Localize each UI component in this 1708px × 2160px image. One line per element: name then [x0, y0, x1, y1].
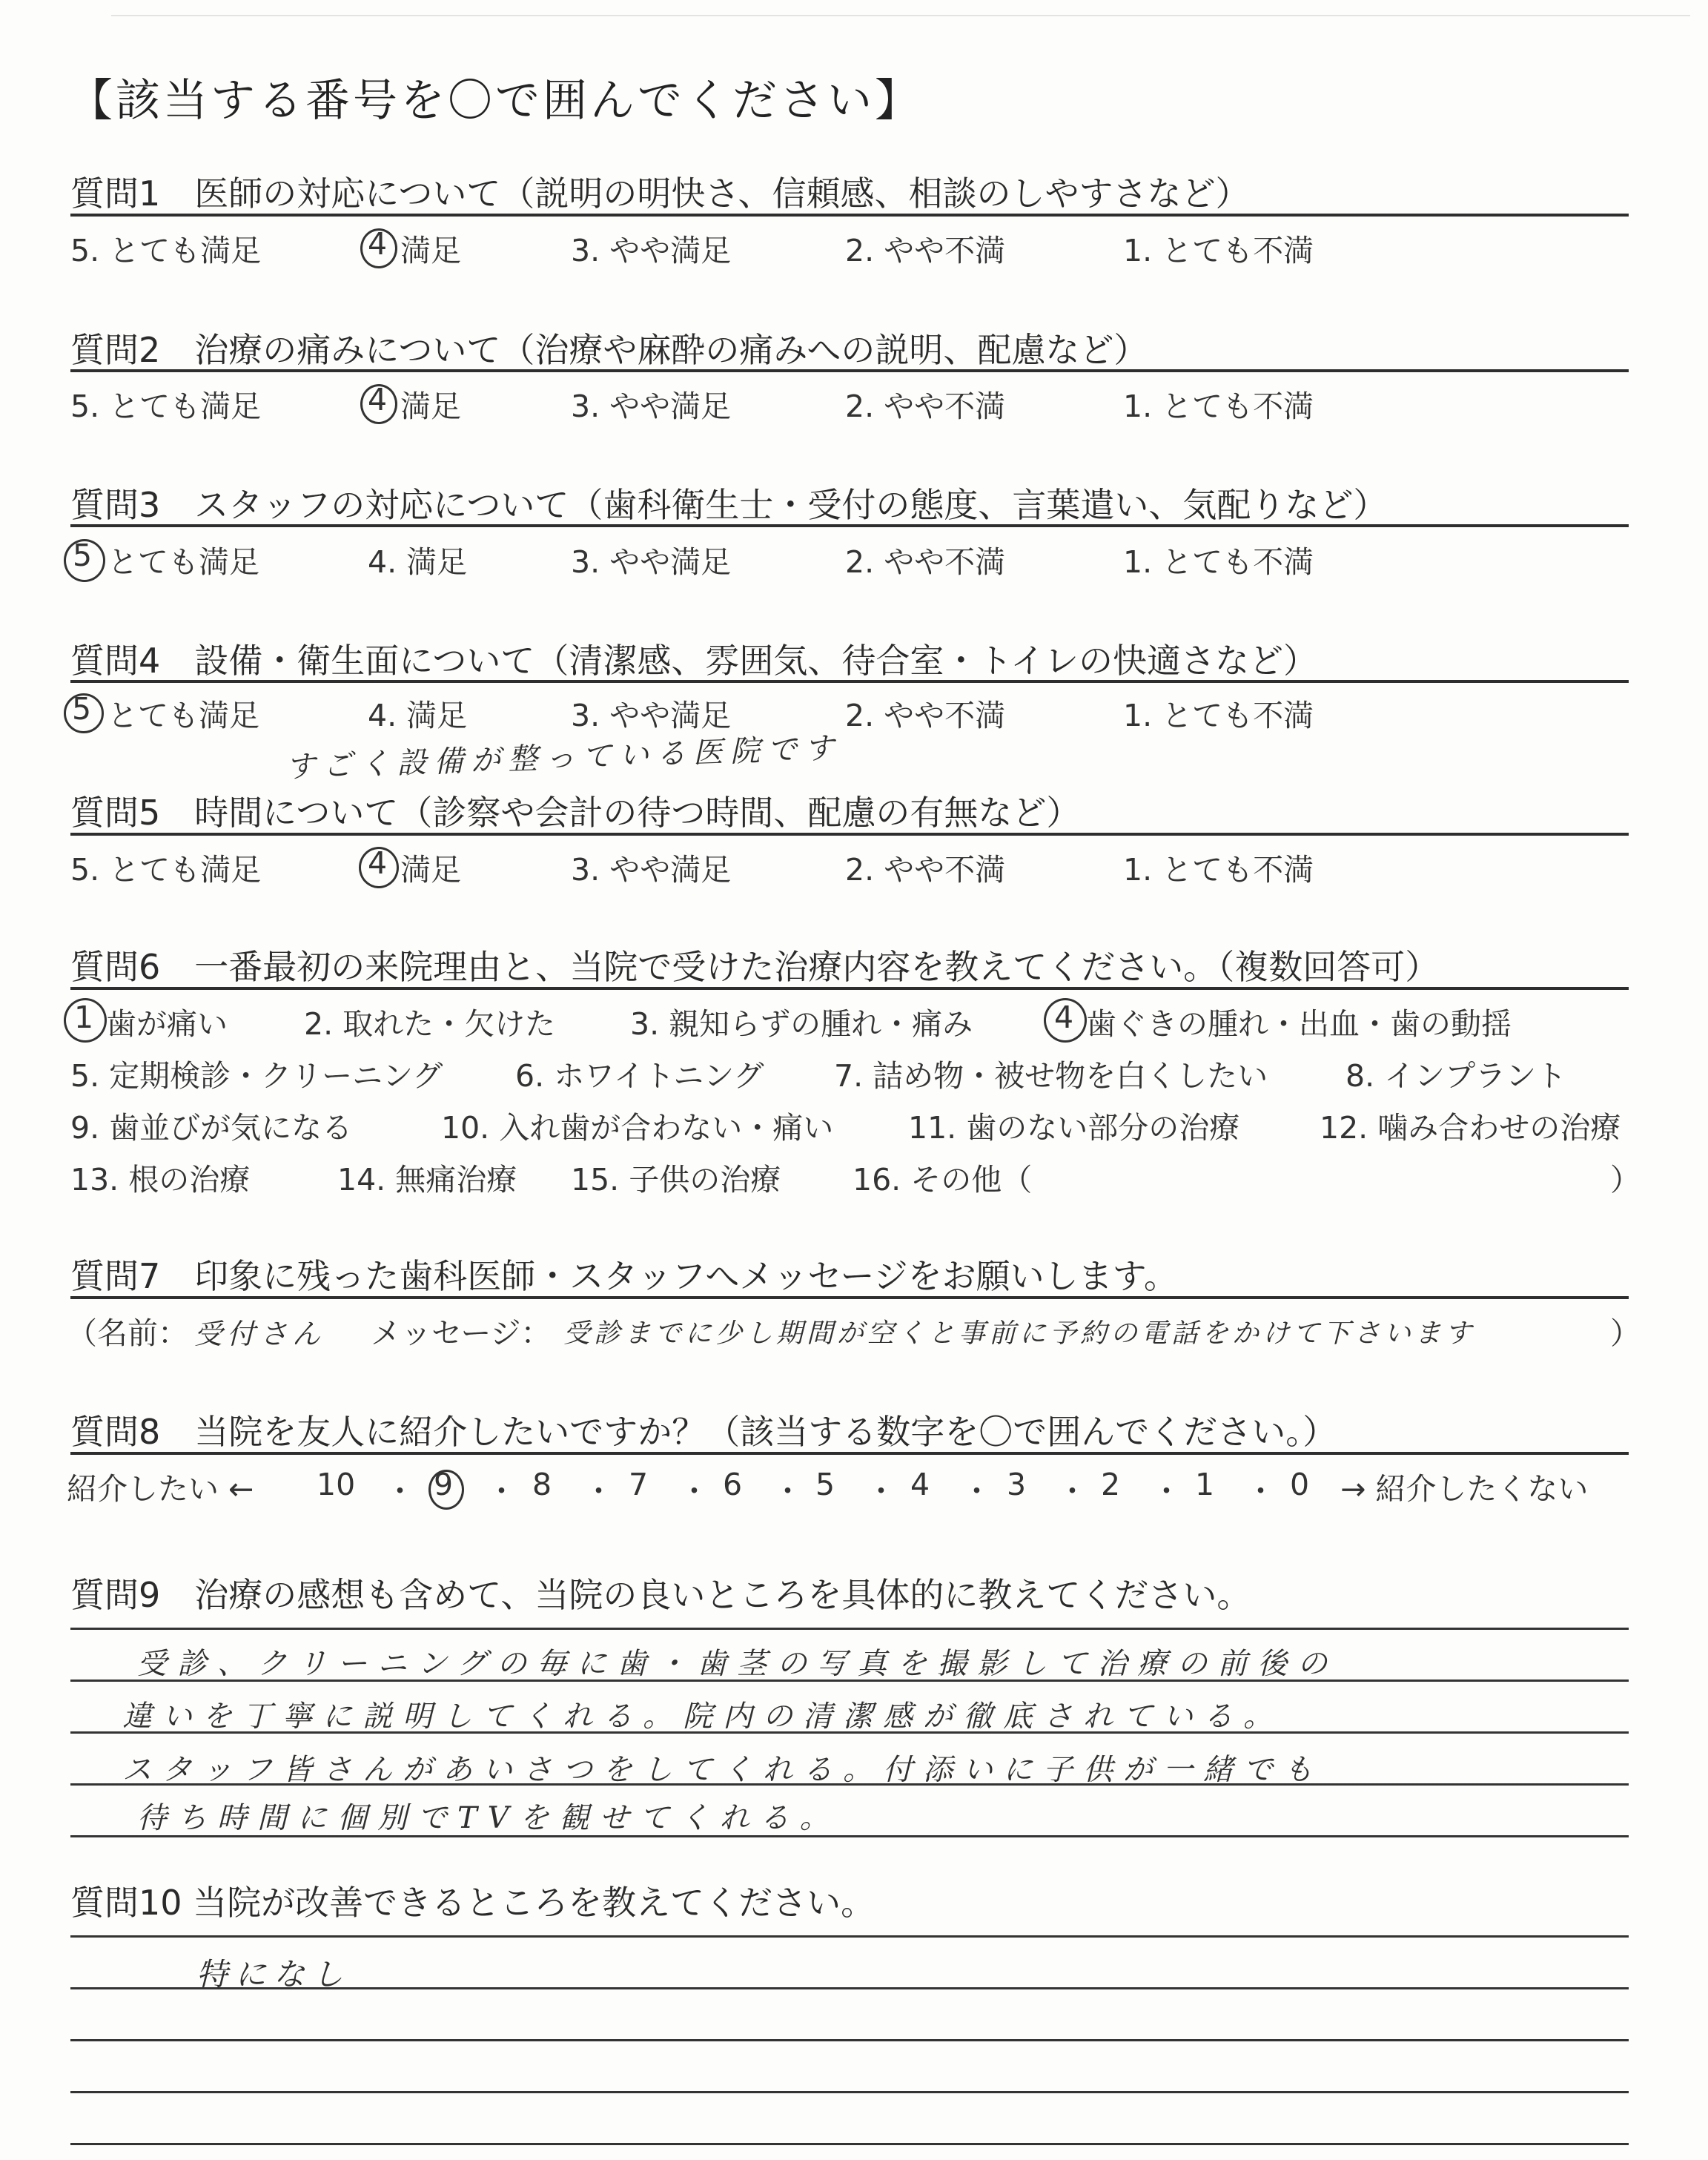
q8-scale-separator: ・	[486, 1473, 517, 1509]
q4-option-2[interactable]: 2. やや不満	[845, 698, 1006, 733]
question-2-rule	[70, 369, 1629, 372]
q1-option-4-number[interactable]: 4	[368, 226, 388, 262]
q6-option-4-number[interactable]: 4	[1054, 1000, 1074, 1035]
q8-scale-value-2[interactable]: 2	[1101, 1467, 1121, 1502]
q8-scale-separator: ・	[1151, 1473, 1182, 1509]
q6-option-14[interactable]: 14. 無痛治療	[337, 1162, 517, 1198]
question-1-text: 質問1 医師の対応について（説明の明快さ、信頼感、相談のしやすさなど）	[70, 174, 1250, 214]
q8-answer-circle	[428, 1470, 464, 1510]
q9-answer-line-4[interactable]: 待ち時間に個別でTVを観せてくれる。	[137, 1801, 840, 1835]
q6-option-13[interactable]: 13. 根の治療	[70, 1162, 251, 1198]
q7-message-label: メッセージ：	[371, 1315, 552, 1351]
question-3-rule	[70, 524, 1629, 527]
q8-scale-separator: ・	[679, 1473, 709, 1509]
q4-option-3[interactable]: 3. やや満足	[571, 698, 732, 733]
q6-option-1-number[interactable]: 1	[74, 1000, 94, 1035]
question-9-text: 質問9 治療の感想も含めて、当院の良いところを具体的に教えてください。	[70, 1575, 1251, 1615]
question-4-rule	[70, 680, 1629, 683]
q9-answer-line-2[interactable]: 違いを丁寧に説明してくれる。院内の清潔感が徹底されている。	[122, 1700, 1283, 1734]
question-4-text: 質問4 設備・衛生面について（清潔感、雰囲気、待合室・トイレの快適さなど）	[70, 641, 1318, 681]
q6-option-11[interactable]: 11. 歯のない部分の治療	[908, 1110, 1240, 1146]
q8-scale-value-4[interactable]: 4	[910, 1467, 930, 1502]
q3-option-2[interactable]: 2. やや不満	[845, 544, 1006, 580]
q5-option-3[interactable]: 3. やや満足	[571, 852, 732, 888]
q2-option-1[interactable]: 1. とても不満	[1123, 389, 1314, 424]
q6-option-16-close: ）	[1610, 1162, 1641, 1198]
q5-option-1[interactable]: 1. とても不満	[1123, 852, 1314, 888]
q8-scale-value-8[interactable]: 8	[532, 1467, 552, 1502]
q3-option-4[interactable]: 4. 満足	[368, 544, 468, 580]
question-10-text: 質問10 当院が改善できるところを教えてください。	[70, 1883, 875, 1923]
q6-option-9[interactable]: 9. 歯並びが気になる	[70, 1110, 353, 1146]
q8-scale-value-3[interactable]: 3	[1007, 1467, 1027, 1502]
q8-scale-value-10[interactable]: 10	[317, 1467, 356, 1502]
q2-option-2[interactable]: 2. やや不満	[845, 389, 1006, 424]
q7-message-value[interactable]: 受診までに少し期間が空くと事前に予約の電話をかけて下さいます	[563, 1318, 1476, 1349]
question-3-text: 質問3 スタッフの対応について（歯科衛生士・受付の態度、言葉遣い、気配りなど）	[70, 485, 1388, 525]
q1-option-4[interactable]: 満足	[400, 233, 461, 268]
q6-option-12[interactable]: 12. 噛み合わせの治療	[1320, 1110, 1621, 1146]
q9-answer-line-1[interactable]: 受診、クリーニングの毎に歯・歯茎の写真を撮影して治療の前後の	[137, 1647, 1338, 1681]
q10-answer-line-1[interactable]: 特になし	[196, 1956, 351, 1992]
q2-option-5[interactable]: 5. とても満足	[70, 389, 262, 424]
q5-option-2[interactable]: 2. やや不満	[845, 852, 1006, 888]
q8-left-label: 紹介したい ←	[67, 1471, 254, 1507]
q10-writing-line-5	[70, 2143, 1629, 2145]
q6-option-1[interactable]: 歯が痛い	[106, 1006, 228, 1042]
q8-scale-value-6[interactable]: 6	[723, 1467, 743, 1502]
q6-option-5[interactable]: 5. 定期検診・クリーニング	[70, 1058, 443, 1094]
q4-option-5[interactable]: とても満足	[107, 698, 259, 733]
question-8-text: 質問8 当院を友人に紹介したいですか？（該当する数字を〇で囲んでください。）	[70, 1412, 1337, 1452]
q8-scale-value-5[interactable]: 5	[815, 1467, 835, 1502]
q8-scale-value-0[interactable]: 0	[1290, 1467, 1310, 1502]
question-5-rule	[70, 833, 1629, 836]
q5-option-5[interactable]: 5. とても満足	[70, 852, 262, 888]
q8-right-label: → 紹介したくない	[1340, 1471, 1589, 1507]
q6-option-16[interactable]: 16. その他（	[853, 1162, 1033, 1198]
q4-handwritten-comment: すごく設備が整っている医院です	[285, 730, 842, 785]
q3-option-3[interactable]: 3. やや満足	[571, 544, 732, 580]
q3-option-1[interactable]: 1. とても不満	[1123, 544, 1314, 580]
q1-option-3[interactable]: 3. やや満足	[571, 233, 732, 268]
q6-option-8[interactable]: 8. インプラント	[1345, 1058, 1567, 1094]
q2-option-4[interactable]: 満足	[400, 389, 461, 424]
q10-writing-line-1	[70, 1935, 1629, 1938]
q8-scale-value-7[interactable]: 7	[629, 1467, 649, 1502]
q8-scale-separator: ・	[583, 1473, 614, 1509]
q8-scale-separator: ・	[385, 1473, 415, 1509]
q5-option-4-number[interactable]: 4	[368, 845, 388, 881]
page-top-border	[111, 15, 1690, 16]
q8-scale-separator: ・	[866, 1473, 896, 1509]
question-6-rule	[70, 987, 1629, 990]
q6-option-10[interactable]: 10. 入れ歯が合わない・痛い	[441, 1110, 834, 1146]
page-title: 【該当する番号を〇で囲んでください】	[68, 75, 922, 127]
q2-option-3[interactable]: 3. やや満足	[571, 389, 732, 424]
q6-option-15[interactable]: 15. 子供の治療	[571, 1162, 781, 1198]
q5-option-4[interactable]: 満足	[400, 852, 461, 888]
q4-option-1[interactable]: 1. とても不満	[1123, 698, 1314, 733]
question-7-rule	[70, 1296, 1629, 1299]
question-8-rule	[70, 1452, 1629, 1455]
q9-writing-line-1	[70, 1628, 1629, 1630]
question-7-text: 質問7 印象に残った歯科医師・スタッフへメッセージをお願いします。	[70, 1256, 1178, 1296]
q8-scale-value-9[interactable]: 9	[434, 1467, 454, 1502]
q3-option-5[interactable]: とても満足	[107, 544, 259, 580]
q1-option-1[interactable]: 1. とても不満	[1123, 233, 1314, 268]
question-1-rule	[70, 214, 1629, 217]
question-5-text: 質問5 時間について（診察や会計の待つ時間、配慮の有無など）	[70, 793, 1081, 833]
q10-writing-line-3	[70, 2039, 1629, 2041]
q2-option-4-number[interactable]: 4	[368, 382, 388, 417]
q4-option-5-number[interactable]: 5	[72, 691, 92, 727]
question-6-text: 質問6 一番最初の来院理由と、当院で受けた治療内容を教えてください。（複数回答可）	[70, 947, 1440, 987]
q6-option-4[interactable]: 歯ぐきの腫れ・出血・歯の動揺	[1086, 1006, 1512, 1042]
q8-scale-separator: ・	[1245, 1473, 1276, 1509]
q6-option-7[interactable]: 7. 詰め物・被せ物を白くしたい	[834, 1058, 1268, 1094]
q8-scale-separator: ・	[961, 1473, 992, 1509]
q3-option-5-number[interactable]: 5	[73, 538, 93, 573]
q4-option-4[interactable]: 4. 満足	[368, 698, 468, 733]
q7-name-label: （名前：	[67, 1315, 188, 1351]
q1-option-5[interactable]: 5. とても満足	[70, 233, 262, 268]
q7-name-value[interactable]: 受付さん	[194, 1318, 325, 1350]
q6-option-6[interactable]: 6. ホワイトニング	[515, 1058, 764, 1094]
q8-scale-separator: ・	[772, 1473, 803, 1509]
q6-option-3[interactable]: 3. 親知らずの腫れ・痛み	[630, 1006, 973, 1042]
q1-option-2[interactable]: 2. やや不満	[845, 233, 1006, 268]
q7-close-paren: ）	[1610, 1315, 1641, 1351]
q8-scale-separator: ・	[1057, 1473, 1088, 1509]
q6-option-2[interactable]: 2. 取れた・欠けた	[304, 1006, 556, 1042]
q8-scale-value-1[interactable]: 1	[1195, 1467, 1215, 1502]
question-2-text: 質問2 治療の痛みについて（治療や麻酔の痛みへの説明、配慮など）	[70, 330, 1148, 370]
q9-answer-line-3[interactable]: スタッフ皆さんがあいさつをしてくれる。付添いに子供が一緒でも	[122, 1753, 1323, 1787]
q10-writing-line-4	[70, 2091, 1629, 2093]
